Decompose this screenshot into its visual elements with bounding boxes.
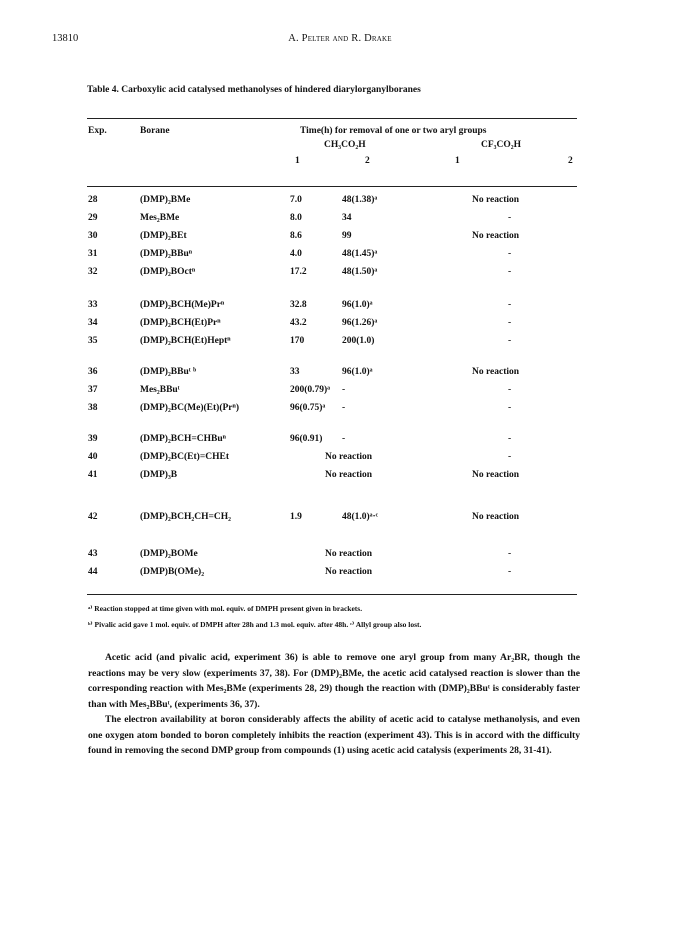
cell-acetic-2: 48(1.38)ᵃ	[342, 195, 378, 205]
running-authors: A. Pelter and R. Drake	[288, 33, 392, 44]
cell-acetic-1: 200(0.79)ᵃ	[290, 385, 330, 395]
col-header-borane: Borane	[140, 126, 170, 136]
paragraph: Acetic acid (and pivalic acid, experiment 36) is able to remove one aryl group from many Ar₂BR, though the reactions may be very slow (experiments 37, 38). For (DMP)₂BMe, the acetic acid catalysed reaction is slower than the corresponding reaction with Mes₂BMe (experiments 28, 29) though the reaction with (DMP)₂BBuᵗ is considerably faster than with Mes₂BBuᵗ, (experiments 36, 37).	[88, 652, 580, 710]
cell-tfa-2: -	[508, 300, 512, 310]
cell-borane: (DMP)B(OMe)₂	[140, 567, 205, 577]
cell-acetic-1: 17.2	[290, 267, 307, 277]
cell-acetic-1: 170	[290, 336, 305, 346]
subheader-acetic-2: 2	[365, 156, 370, 166]
col-header-exp: Exp.	[88, 126, 107, 136]
cell-exp: 35	[88, 336, 98, 346]
cell-borane: Mes₂BBuᵗ	[140, 385, 180, 395]
cell-borane: (DMP)₂BMe	[140, 195, 191, 205]
cell-exp: 38	[88, 403, 98, 413]
cell-acetic-span: No reaction	[325, 549, 373, 559]
cell-acetic-1: 33	[290, 367, 300, 377]
cell-borane: (DMP)₂BBuᵗ ᵇ	[140, 367, 197, 377]
cell-acetic-2: 96(1.26)ᵃ	[342, 318, 378, 328]
cell-borane: (DMP)₂BC(Et)=CHEt	[140, 452, 229, 462]
cell-exp: 39	[88, 434, 98, 444]
cell-borane: (DMP)₃B	[140, 470, 178, 480]
cell-acetic-span: No reaction	[325, 452, 373, 462]
cell-exp: 37	[88, 385, 98, 395]
cell-borane: (DMP)₂BOMe	[140, 549, 198, 559]
cell-tfa-1: No reaction	[472, 367, 520, 377]
cell-tfa-2: -	[508, 213, 512, 223]
footnote-b: ᵇ⁾ Pivalic acid gave 1 mol. equiv. of DMPH after 28h and 1.3 mol. equiv. after 48h. ᶜ⁾ Allyl group also lost.	[88, 620, 422, 629]
cell-exp: 29	[88, 213, 98, 223]
subheader-tfa-2: 2	[568, 156, 573, 166]
table-bottom-rule	[87, 594, 577, 595]
cell-acetic-1: 4.0	[290, 249, 302, 259]
cell-acetic-1: 1.9	[290, 512, 302, 522]
cell-tfa-2: -	[508, 267, 512, 277]
cell-tfa-1: No reaction	[472, 512, 520, 522]
cell-borane: (DMP)₂BBuⁿ	[140, 249, 193, 259]
cell-exp: 41	[88, 470, 98, 480]
cell-borane: (DMP)₂BCH(Et)Prⁿ	[140, 318, 221, 328]
cell-exp: 44	[88, 567, 98, 577]
cell-tfa-1: No reaction	[472, 195, 520, 205]
col-header-acetic-acid: CH₃CO₂H	[324, 140, 366, 150]
footnote-a: ᵃ⁾ Reaction stopped at time given with mol. equiv. of DMPH present given in brackets.	[88, 604, 363, 613]
cell-acetic-2: 48(1.0)ᵃ·ᶜ	[342, 512, 379, 522]
cell-tfa-1: No reaction	[472, 470, 520, 480]
cell-tfa-2: -	[508, 549, 512, 559]
cell-tfa-1: No reaction	[472, 231, 520, 241]
page-number: 13810	[52, 33, 79, 44]
cell-acetic-2: -	[342, 403, 346, 413]
cell-acetic-span: No reaction	[325, 470, 373, 480]
body-text	[88, 650, 580, 759]
cell-borane: (DMP)₂BOctⁿ	[140, 267, 196, 277]
cell-tfa-2: -	[508, 452, 512, 462]
cell-acetic-2: 48(1.45)ᵃ	[342, 249, 378, 259]
cell-acetic-2: -	[342, 385, 346, 395]
cell-acetic-2: -	[342, 434, 346, 444]
cell-acetic-2: 96(1.0)ᵃ	[342, 367, 373, 377]
cell-tfa-2: -	[508, 385, 512, 395]
cell-acetic-2: 48(1.50)ᵃ	[342, 267, 378, 277]
cell-borane: (DMP)₂BC(Me)(Et)(Prⁿ)	[140, 403, 239, 413]
table-header-rule	[87, 186, 577, 187]
paragraph: The electron availability at boron considerably affects the ability of acetic acid to catalyse methanolysis, and even one oxygen atom bonded to boron completely inhibits the reaction (experiment 43). This is in accord with the difficulty found in removing the second DMP group from compounds (1) using acetic acid catalysis (experiments 28, 31-41).	[88, 714, 580, 756]
col-header-tfa: CF₃CO₂H	[481, 140, 521, 150]
cell-acetic-2: 200(1.0)	[342, 336, 375, 346]
table-caption: Table 4. Carboxylic acid catalysed methanolyses of hindered diarylorganylboranes	[87, 85, 421, 95]
cell-acetic-1: 8.6	[290, 231, 302, 241]
running-header	[52, 33, 628, 47]
cell-tfa-2: -	[508, 403, 512, 413]
cell-tfa-2: -	[508, 434, 512, 444]
cell-acetic-span: No reaction	[325, 567, 373, 577]
subheader-tfa-1: 1	[455, 156, 460, 166]
col-header-time: Time(h) for removal of one or two aryl groups	[300, 126, 487, 136]
cell-borane: (DMP)₂BCH₂CH=CH₂	[140, 512, 232, 522]
cell-acetic-1: 96(0.91)	[290, 434, 323, 444]
cell-acetic-2: 34	[342, 213, 352, 223]
cell-exp: 42	[88, 512, 98, 522]
cell-borane: (DMP)₂BCH(Et)Heptⁿ	[140, 336, 231, 346]
cell-exp: 36	[88, 367, 98, 377]
cell-exp: 33	[88, 300, 98, 310]
cell-exp: 30	[88, 231, 98, 241]
table-top-rule	[87, 118, 577, 119]
cell-acetic-1: 8.0	[290, 213, 302, 223]
cell-acetic-1: 96(0.75)ᵃ	[290, 403, 326, 413]
cell-tfa-2: -	[508, 336, 512, 346]
cell-exp: 40	[88, 452, 98, 462]
cell-tfa-2: -	[508, 567, 512, 577]
cell-acetic-1: 43.2	[290, 318, 307, 328]
cell-acetic-1: 32.8	[290, 300, 307, 310]
cell-exp: 43	[88, 549, 98, 559]
cell-borane: (DMP)₂BCH=CHBuⁿ	[140, 434, 226, 444]
cell-exp: 31	[88, 249, 98, 259]
cell-acetic-1: 7.0	[290, 195, 302, 205]
cell-exp: 28	[88, 195, 98, 205]
cell-borane: (DMP)₂BEt	[140, 231, 187, 241]
cell-borane: (DMP)₂BCH(Me)Prⁿ	[140, 300, 225, 310]
cell-acetic-2: 99	[342, 231, 352, 241]
cell-tfa-2: -	[508, 249, 512, 259]
cell-tfa-2: -	[508, 318, 512, 328]
subheader-acetic-1: 1	[295, 156, 300, 166]
cell-exp: 32	[88, 267, 98, 277]
cell-borane: Mes₂BMe	[140, 213, 180, 223]
cell-acetic-2: 96(1.0)ᵃ	[342, 300, 373, 310]
cell-exp: 34	[88, 318, 98, 328]
